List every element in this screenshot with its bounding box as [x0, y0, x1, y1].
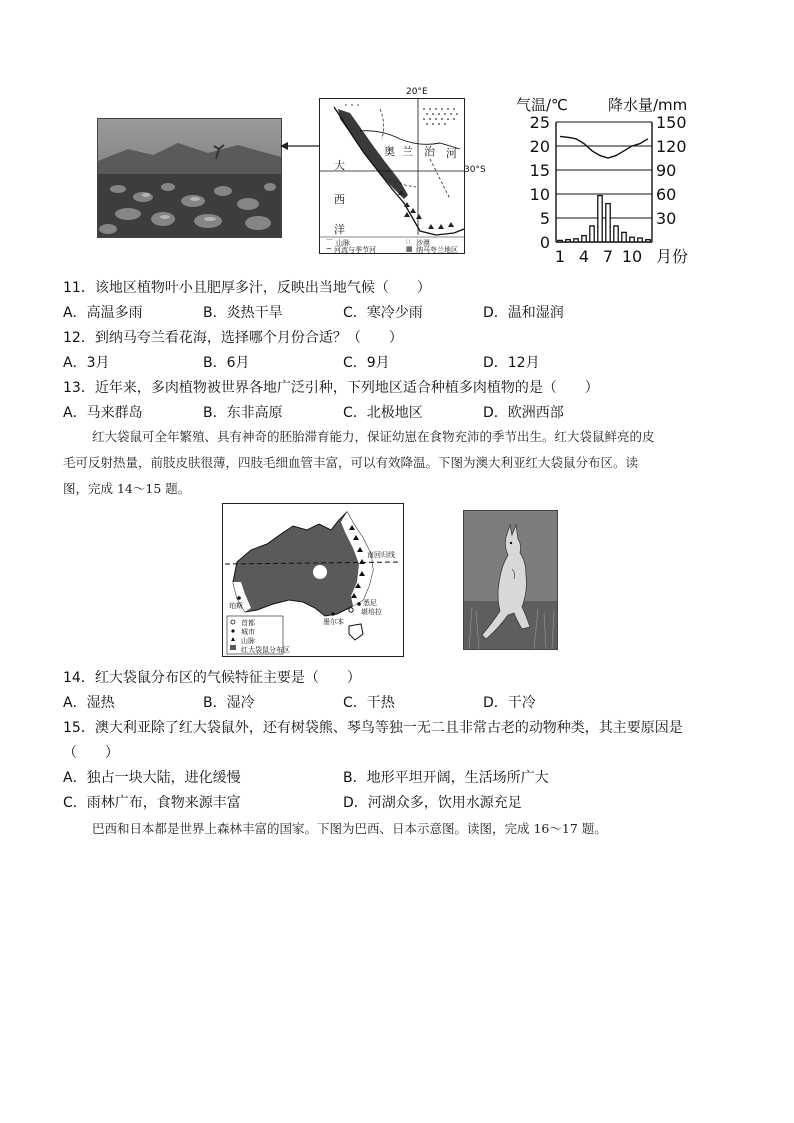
chart-x-tick: 10 — [621, 247, 643, 266]
chart-left-tick: 0 — [539, 233, 550, 252]
kangaroo-photo — [463, 510, 558, 650]
passage-kangaroo-line-2: 毛可反射热量，前肢皮肤很薄，四肢毛细血管丰富，可以有效降温。下图为澳大利亚红大袋鼠分布区。读 — [63, 455, 639, 470]
precipitation-bar — [646, 240, 650, 242]
q12-option-b[interactable]: B．6月 — [203, 355, 250, 371]
legend-desert: 沙漠 — [416, 239, 430, 247]
chart-ylabel-right: 降水量/mm — [608, 96, 688, 114]
chart-left-tick: 25 — [529, 113, 550, 132]
temperature-line — [560, 136, 648, 158]
river-char-3: 治 — [424, 145, 435, 158]
q15-option-a[interactable]: A．独占一块大陆，进化缓慢 — [63, 770, 241, 786]
chart-ylabel-left: 气温/℃ — [516, 96, 568, 114]
question-11-stem: 11．该地区植物叶小且肥厚多汁，反映出当地气候（ ） — [63, 280, 431, 296]
climate-chart — [512, 94, 690, 266]
passage-kangaroo-line-3: 图，完成 14～15 题。 — [63, 481, 191, 496]
q13-option-a[interactable]: A．马来群岛 — [63, 405, 143, 421]
chart-xlabel: 月份 — [656, 247, 689, 266]
ocean-char-3: 洋 — [334, 223, 345, 236]
q14-option-a[interactable]: A．湿热 — [63, 695, 115, 711]
chart-x-tick: 7 — [602, 247, 614, 266]
legend-mountains: 山脉 — [241, 637, 255, 645]
precipitation-bar — [582, 236, 586, 242]
precipitation-bar — [566, 240, 570, 242]
legend-mountain-icon: ⌒ — [326, 239, 333, 247]
question-13-stem: 13．近年来，多肉植物被世界各地广泛引种，下列地区适合种植多肉植物的是（ ） — [63, 380, 599, 396]
question-12-stem: 12．到纳马夸兰看花海，选择哪个月份合适？（ ） — [63, 330, 403, 346]
chart-right-tick: 90 — [656, 161, 677, 180]
chart-x-tick: 4 — [578, 247, 590, 266]
q13-option-b[interactable]: B．东非高原 — [203, 405, 283, 421]
parallel-label: 30°S — [464, 165, 486, 175]
chart-right-tick: 120 — [656, 137, 687, 156]
q14-option-d[interactable]: D．干冷 — [483, 695, 536, 711]
question-15-blank: （ ） — [63, 745, 119, 761]
chart-left-tick: 10 — [529, 185, 550, 204]
ocean-char-2: 西 — [334, 193, 345, 206]
q15-option-d[interactable]: D．河湖众多，饮用水源充足 — [343, 795, 522, 811]
legend-mountain: 山脉 — [336, 239, 350, 247]
succulent-photo — [97, 118, 282, 238]
question-14-stem: 14．红大袋鼠分布区的气候特征主要是（ ） — [63, 670, 361, 686]
legend-river-icon: ~ — [326, 245, 332, 253]
namaqualand-map — [319, 87, 486, 254]
q12-option-a[interactable]: A．3月 — [63, 355, 110, 371]
q13-option-c[interactable]: C．北极地区 — [343, 405, 423, 421]
australia-map — [222, 503, 404, 657]
chart-left-tick: 20 — [529, 137, 550, 156]
chart-x-tick: 1 — [554, 247, 566, 266]
q11-option-c[interactable]: C．寒冷少雨 — [343, 305, 423, 321]
q12-option-c[interactable]: C．9月 — [343, 355, 390, 371]
chart-left-tick: 15 — [529, 161, 550, 180]
tropic-label: 南回归线 — [367, 551, 395, 559]
question-15-stem: 15．澳大利亚除了红大袋鼠外，还有树袋熊、琴鸟等独一无二且非常古老的动物种类，其主要原因是 — [63, 720, 683, 736]
chart-left-tick: 5 — [539, 209, 550, 228]
river-char-1: 奥 — [384, 145, 395, 158]
q11-option-b[interactable]: B．炎热干旱 — [203, 305, 283, 321]
legend-namaqualand: 纳马夸兰地区 — [416, 246, 458, 254]
river-char-4: 河 — [446, 147, 457, 160]
q15-option-c[interactable]: C．雨林广布，食物来源丰富 — [63, 795, 241, 811]
precipitation-bar — [574, 239, 578, 242]
legend-namaqualand-icon: ▦ — [406, 245, 413, 253]
q11-option-d[interactable]: D．温和湿润 — [483, 305, 564, 321]
q13-option-d[interactable]: D．欧洲西部 — [483, 405, 564, 421]
legend-kangaroo-area: 红大袋鼠分布区 — [241, 646, 290, 654]
precipitation-bar — [598, 196, 602, 242]
precipitation-bar — [638, 238, 642, 242]
precipitation-bar — [558, 240, 562, 242]
q12-option-d[interactable]: D．12月 — [483, 355, 540, 371]
legend-city: 城市 — [241, 628, 255, 636]
legend-desert-icon: ∷ — [406, 238, 411, 246]
river-char-2: 兰 — [402, 145, 413, 158]
precipitation-bar — [614, 226, 618, 242]
precipitation-bar — [590, 226, 594, 242]
sydney-label: 悉尼 — [363, 599, 377, 607]
chart-right-tick: 30 — [656, 209, 677, 228]
melbourne-label: 墨尔本 — [323, 618, 344, 626]
q14-option-b[interactable]: B．湿冷 — [203, 695, 255, 711]
passage-kangaroo-line-1: 红大袋鼠可全年繁殖、具有神奇的胚胎滞育能力，保证幼崽在食物充沛的季节出生。红大袋鼠鲜亮的皮 — [92, 429, 655, 444]
precipitation-bar — [606, 204, 610, 242]
legend-river: 河流与季节河 — [334, 246, 376, 254]
chart-right-tick: 150 — [656, 113, 687, 132]
meridian-label: 20°E — [406, 87, 428, 97]
precipitation-bar — [630, 237, 634, 242]
ocean-char-1: 大 — [334, 159, 345, 172]
chart-right-tick: 60 — [656, 185, 677, 204]
perth-label: 珀斯 — [229, 602, 243, 610]
legend-capital: 首都 — [241, 619, 255, 627]
passage-forest: 巴西和日本都是世界上森林丰富的国家。下图为巴西、日本示意图。读图，完成 16～17 题。 — [92, 821, 607, 836]
q14-option-c[interactable]: C．干热 — [343, 695, 395, 711]
q11-option-a[interactable]: A．高温多雨 — [63, 305, 143, 321]
climate-plot — [512, 112, 690, 266]
canberra-label: 堪培拉 — [361, 608, 382, 616]
precipitation-bar — [622, 232, 626, 242]
q15-option-b[interactable]: B．地形平坦开阔，生活场所广大 — [343, 770, 549, 786]
